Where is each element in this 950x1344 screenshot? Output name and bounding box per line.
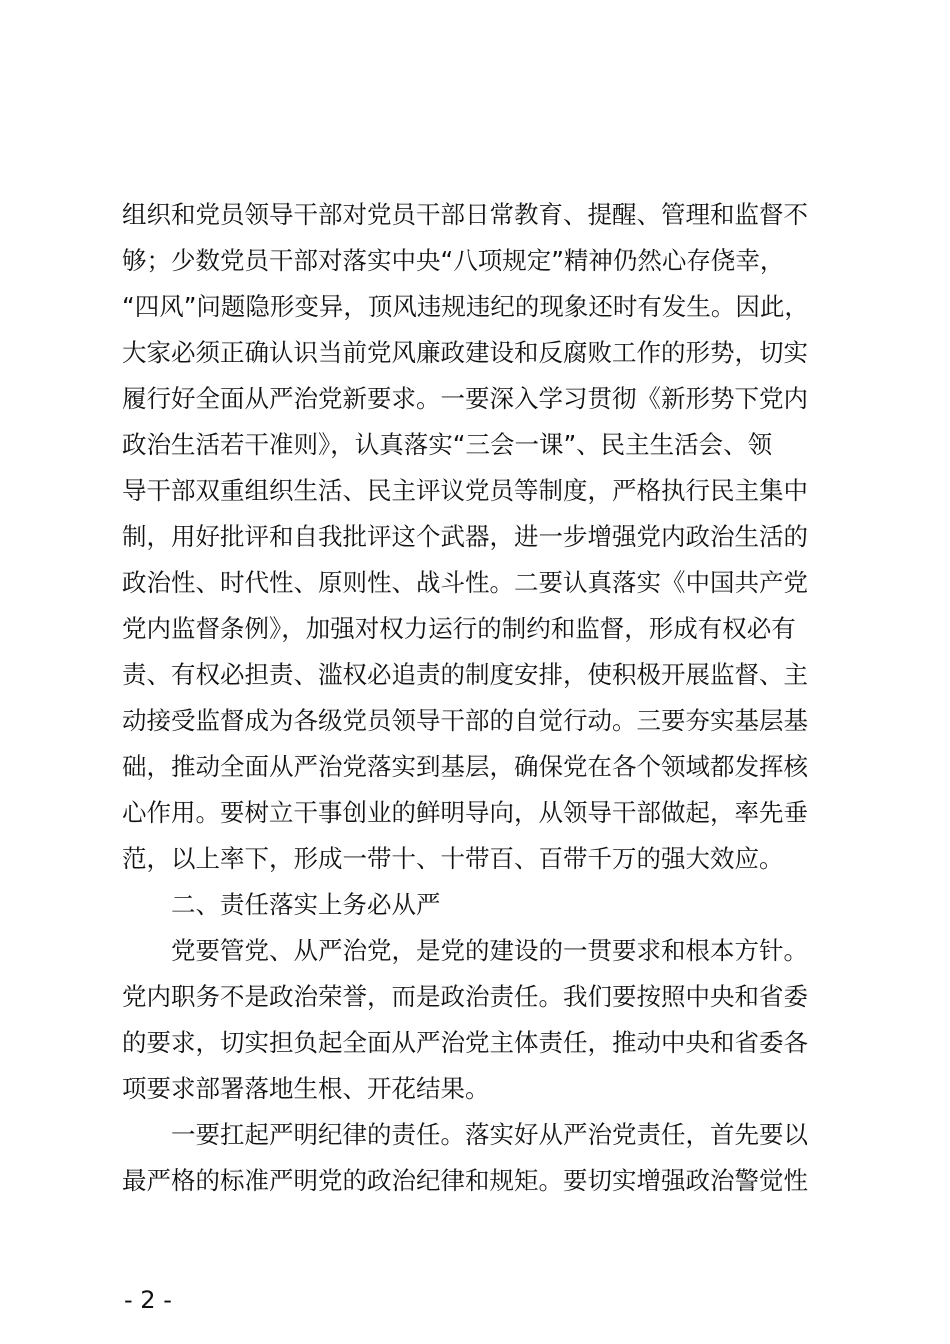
text-line: 导干部双重组织生活、民主评议党员等制度，严格执行民主集中 [122,476,808,505]
text-line: 最严格的标准严明党的政治纪律和规矩。要切实增强政治警觉性 [122,1166,808,1195]
text-line: 础，推动全面从严治党落实到基层，确保党在各个领域都发挥核 [122,752,808,781]
text-line: 动接受监督成为各级党员领导干部的自觉行动。三要夯实基层基 [122,706,808,735]
text-line: 党内职务不是政治荣誉，而是政治责任。我们要按照中央和省委 [122,982,808,1011]
text-line: “四风”问题隐形变异，顶风违规违纪的现象还时有发生。因此， [122,292,809,321]
text-line: 责、有权必担责、滥权必追责的制度安排，使积极开展监督、主 [122,660,808,689]
text-line: 项要求部署落地生根、开花结果。 [122,1074,490,1103]
text-line: 大家必须正确认识当前党风廉政建设和反腐败工作的形势，切实 [122,338,808,367]
body-text [122,192,822,1204]
text-line: 政治生活若干准则》，认真落实“三会一课”、民主生活会、领 [122,430,773,459]
text-line: 够；少数党员干部对落实中央“八项规定”精神仍然心存侥幸， [122,246,785,275]
text-line: 范，以上率下，形成一带十、十带百、百带千万的强大效应。 [122,844,784,873]
text-line: 组织和党员领导干部对党员干部日常教育、提醒、管理和监督不 [122,200,808,229]
text-line: 政治性、时代性、原则性、战斗性。二要认真落实《中国共产党 [122,568,808,597]
text-line: 制，用好批评和自我批评这个武器，进一步增强党内政治生活的 [122,522,808,551]
section-heading: 二、责任落实上务必从严 [171,890,441,919]
text-line: 的要求，切实担负起全面从严治党主体责任，推动中央和省委各 [122,1028,808,1057]
text-line: 心作用。要树立干事创业的鲜明导向，从领导干部做起，率先垂 [122,798,808,827]
text-line: 党要管党、从严治党，是党的建设的一贯要求和根本方针。 [171,936,808,965]
text-line: 党内监督条例》，加强对权力运行的制约和监督，形成有权必有 [122,614,796,643]
page-number: - 2 - [124,1286,172,1314]
text-line: 一要扛起严明纪律的责任。落实好从严治党责任，首先要以 [171,1120,808,1149]
text-line: 履行好全面从严治党新要求。一要深入学习贯彻《新形势下党内 [122,384,808,413]
